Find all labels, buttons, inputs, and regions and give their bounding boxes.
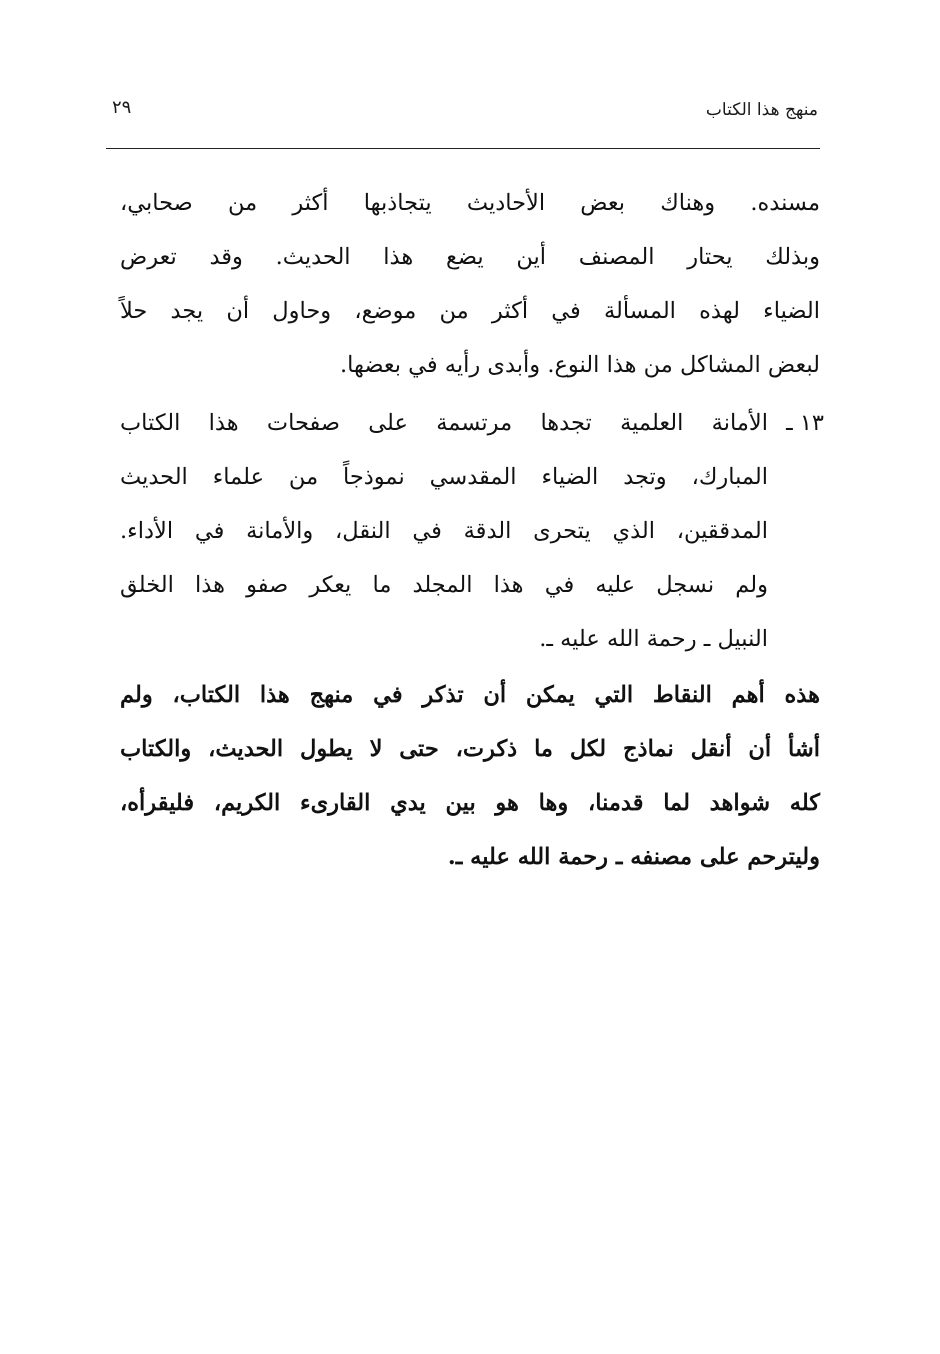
paragraph-line: مسنده. وهناك بعض الأحاديث يتجاذبها أكثر من صحابي،	[120, 190, 820, 216]
paragraph-line: لبعض المشاكل من هذا النوع. وأبدى رأيه في بعضها.	[339, 352, 820, 378]
closing-line: كله شواهد لما قدمنا، وها هو بين يدي القارىء الكريم، فليقرأه،	[120, 790, 820, 816]
closing-line: أشأ أن أنقل نماذج لكل ما ذكرت، حتى لا يطول الحديث، والكتاب	[120, 736, 820, 762]
paragraph-line: وبذلك يحتار المصنف أين يضع هذا الحديث. وقد تعرض	[120, 244, 820, 270]
item-line: المبارك، وتجد الضياء المقدسي نموذجاً من علماء الحديث	[120, 464, 768, 490]
running-title: منهج هذا الكتاب	[705, 100, 818, 120]
header-rule	[106, 148, 820, 149]
page-number: ٢٩	[112, 97, 132, 118]
item-line: ولم نسجل عليه في هذا المجلد ما يعكر صفو هذا الخلق	[120, 572, 768, 598]
item-line: المدققين، الذي يتحرى الدقة في النقل، والأمانة في الأداء.	[120, 518, 768, 544]
item-line: الأمانة العلمية تجدها مرتسمة على صفحات هذا الكتاب	[120, 410, 768, 436]
closing-line: هذه أهم النقاط التي يمكن أن تذكر في منهج هذا الكتاب، ولم	[120, 682, 820, 708]
item-line: النبيل ـ رحمة الله عليه ـ.	[539, 626, 768, 652]
closing-line: وليترحم على مصنفه ـ رحمة الله عليه ـ.	[447, 844, 820, 870]
item-body	[120, 396, 768, 666]
paragraph-continuation	[120, 176, 820, 392]
closing-paragraph	[120, 668, 820, 884]
item-number: ١٣ ـ	[786, 410, 824, 436]
paragraph-line: الضياء لهذه المسألة في أكثر من موضع، وحاول أن يجد حلاً	[120, 298, 820, 324]
